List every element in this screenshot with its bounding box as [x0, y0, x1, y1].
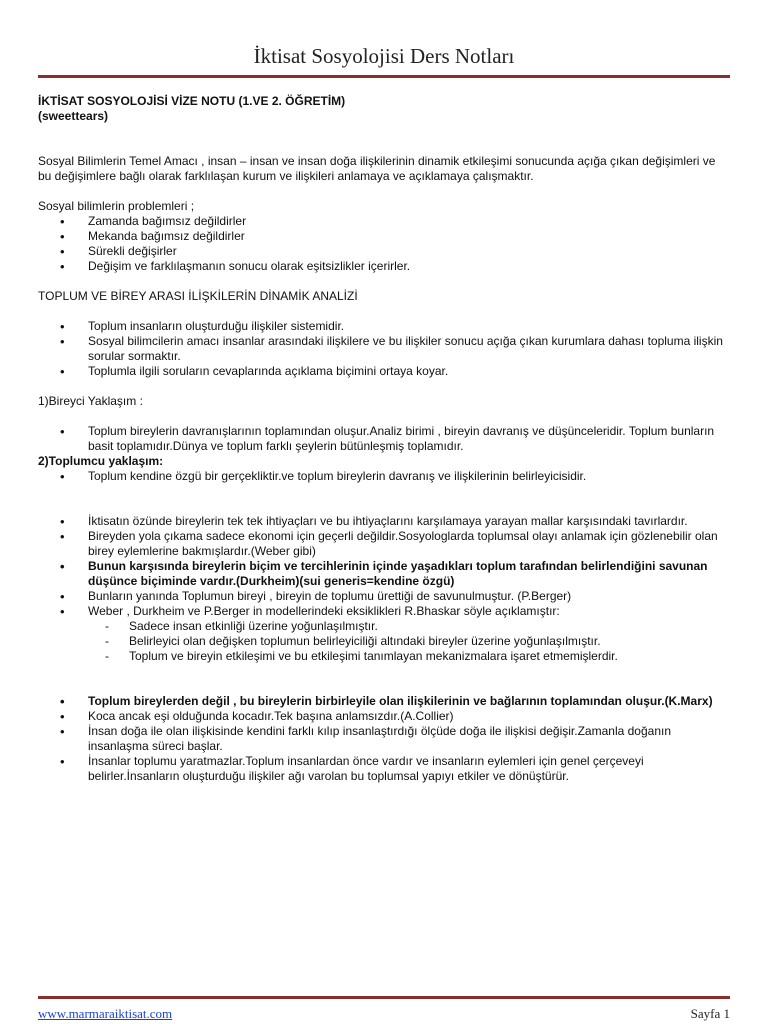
header-divider	[38, 75, 730, 78]
list-item: • Koca ancak eşi olduğunda kocadır.Tek başına anlamsızdır.(A.Collier)	[38, 709, 732, 724]
approach1-list	[38, 424, 732, 454]
list-item: - Toplum ve bireyin etkileşimi ve bu etkileşimi tanımlayan mekanizmalara işaret etmemişlerdir.	[38, 649, 732, 664]
list-item: • Toplum insanların oluşturduğu ilişkiler sistemidir.	[38, 319, 732, 334]
doc-heading: İKTİSAT SOSYOLOJİSİ VİZE NOTU (1.VE 2. ÖĞRETİM)	[38, 94, 346, 108]
footer-divider	[38, 996, 730, 999]
list-item: • İktisatın özünde bireylerin tek tek ihtiyaçları ve bu ihtiyaçlarını karşılamaya yarayan mallar karşısındaki tavırlardır.	[38, 514, 732, 529]
list-item: - Belirleyici olan değişken toplumun belirleyiciliği altındaki bireyler üzerine yoğunlaşılmıştır.	[38, 634, 732, 649]
list-item: • Değişim ve farklılaşmanın sonucu olarak eşitsizlikler içerirler.	[38, 259, 732, 274]
section2-list	[38, 319, 732, 379]
document-body	[38, 94, 732, 784]
list-item: - Sadece insan etkinliği üzerine yoğunlaşılmıştır.	[38, 619, 732, 634]
list-item: • Sosyal bilimcilerin amacı insanlar arasındaki ilişkilere ve bu ilişkiler sonucu açığa çıkan kurumlara dahası topluma ilişkin sorular sormaktır.	[38, 334, 732, 364]
list-item: • Bunların yanında Toplumun bireyi , bireyin de toplumu ürettiği de savunulmuştur. (P.Berger)	[38, 589, 732, 604]
section-title: TOPLUM VE BİREY ARASI İLİŞKİLERİN DİNAMİK ANALİZİ	[38, 289, 358, 303]
list-item: • Bireyden yola çıkama sadece ekonomi için geçerli değildir.Sosyologlarda toplumsal olayı anlamak için gözlenebilir olan birey eylemlerine bakmışlardır.(Weber gibi)	[38, 529, 732, 559]
list-item: • Toplumla ilgili soruların cevaplarında açıklama biçimini ortaya koyar.	[38, 364, 732, 379]
list-item: • İnsanlar toplumu yaratmazlar.Toplum insanlardan önce vardır ve insanların eylemleri için genel çerçeveyi belirler.İnsanların oluşturduğu ilişkiler ağı varolan bu toplumsal yapıyı etkiler ve dönüştürür.	[38, 754, 732, 784]
section3-list	[38, 514, 732, 619]
problems-title: Sosyal bilimlerin problemleri ;	[38, 199, 195, 213]
intro-paragraph: Sosyal Bilimlerin Temel Amacı , insan – insan ve insan doğa ilişkilerinin dinamik etkileşimi sonucunda açığa çıkan değişimleri ve bu değişimlere bağlı olarak farklılaşan kurum ve ilişkileri anlamaya ve açıklamaya çalışmaktır.	[38, 154, 716, 183]
list-item: • İnsan doğa ile olan ilişkisinde kendini farklı kılıp insanlaştırdığı ölçüde doğa ile ilişkisi değişir.Zamanla doğanın insanlaşma süreci başlar.	[38, 724, 732, 754]
document-header-title: İktisat Sosyolojisi Ders Notları	[253, 44, 515, 68]
list-item: • Toplum bireylerin davranışlarının toplamından oluşur.Analiz birimi , bireyin davranış ve düşünceleridir. Toplum bunların basit toplamıdır.Dünya ve toplum farklı şeylerin bütünleşmiş toplamıdır.	[38, 424, 732, 454]
list-item: • Sürekli değişirler	[38, 244, 732, 259]
list-item: • Toplum bireylerden değil , bu bireylerin birbirleyile olan ilişkilerinin ve bağlarının toplamından oluşur.(K.Marx)	[38, 694, 732, 709]
section4-list	[38, 694, 732, 784]
problems-list	[38, 214, 732, 274]
list-item: • Weber , Durkheim ve P.Berger in modellerindeki eksiklikleri R.Bhaskar söyle açıklamıştır:	[38, 604, 732, 619]
list-item: • Mekanda bağımsız değildirler	[38, 229, 732, 244]
list-item: • Toplum kendine özgü bir gerçekliktir.ve toplum bireylerin davranış ve ilişkilerinin belirleyicisidir.	[38, 469, 732, 484]
doc-subheading: (sweettears)	[38, 109, 109, 123]
approach2-title: 2)Toplumcu yaklaşım:	[38, 454, 164, 468]
approach2-list	[38, 469, 732, 484]
bhaskar-list	[38, 619, 732, 664]
approach1-title: 1)Bireyci Yaklaşım :	[38, 394, 143, 408]
list-item: • Zamanda bağımsız değildirler	[38, 214, 732, 229]
footer-website-link[interactable]: www.marmaraiktisat.com	[38, 1006, 173, 1021]
list-item: • Bunun karşısında bireylerin biçim ve tercihlerinin içinde yaşadıkları toplum tarafından belirlendiğini savunan düşünce biçiminde vardır.(Durkheim)(sui generis=kendine özgü)	[38, 559, 732, 589]
page-number: Sayfa 1	[690, 1006, 730, 1021]
